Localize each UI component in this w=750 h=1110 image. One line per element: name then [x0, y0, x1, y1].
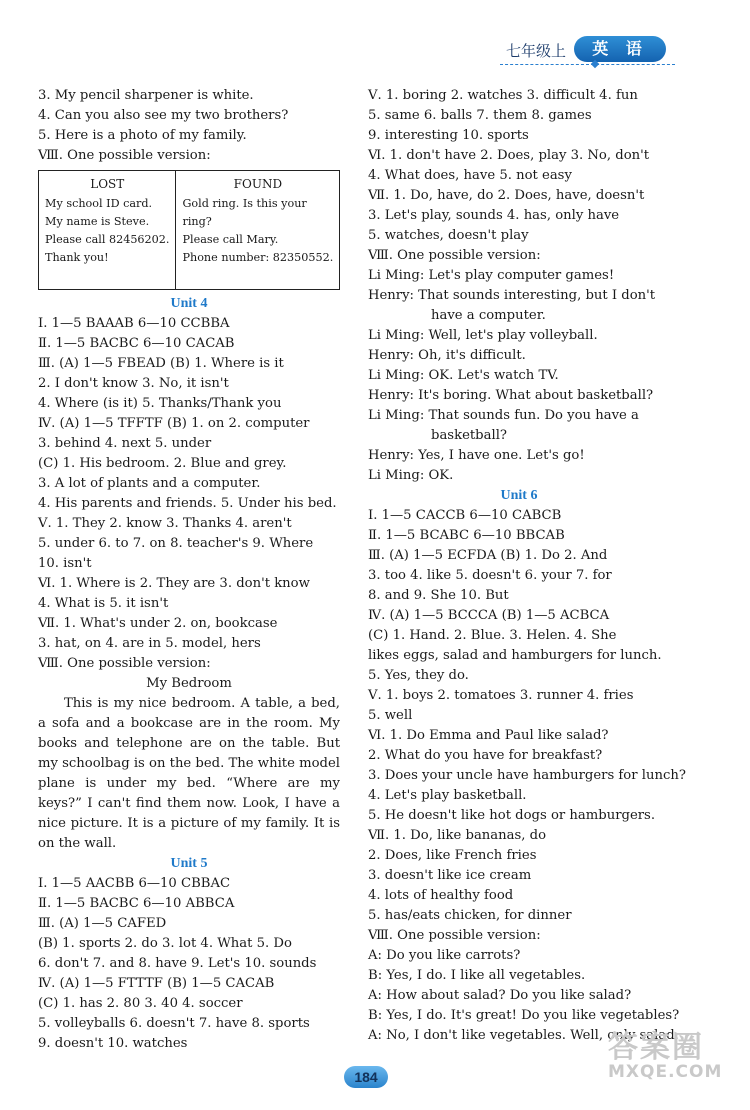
answer-line: 3. hat, on 4. are in 5. model, hers — [38, 636, 261, 651]
dialogue-line: Li Ming: OK. Let's watch TV. — [368, 368, 559, 383]
answer-line: 5. Yes, they do. — [368, 668, 469, 683]
answer-line: 9. interesting 10. sports — [368, 128, 529, 143]
answer-line: likes eggs, salad and hamburgers for lunch. — [368, 648, 662, 663]
answer-line: A: How about salad? Do you like salad? — [368, 988, 632, 1003]
lost-title: LOST — [90, 177, 125, 191]
answer-line: Ⅰ. 1—5 BAAAB 6—10 CCBBA — [38, 316, 230, 331]
answer-line: Ⅳ. (A) 1—5 BCCCA (B) 1—5 ACBCA — [368, 608, 610, 623]
unit-4-answers — [38, 314, 340, 674]
answer-line: A: Do you like carrots? — [368, 948, 521, 963]
left-column — [38, 86, 340, 1054]
header-grade: 七年级上 — [505, 42, 566, 60]
answer-line: 3. too 4. like 5. doesn't 6. your 7. for — [368, 568, 612, 583]
answer-line: 8. and 9. She 10. But — [368, 588, 509, 603]
unit-5-heading: Unit 5 — [170, 856, 208, 871]
header-subject-badge: 英 语 — [574, 36, 666, 62]
answer-line: B: Yes, I do. It's great! Do you like vegetables? — [368, 1008, 680, 1023]
answer-line: Ⅷ. One possible version: — [368, 248, 541, 263]
found-line: ring? — [182, 215, 212, 228]
found-line: Please call Mary. — [182, 233, 279, 246]
answer-line: 5. watches, doesn't play — [368, 228, 529, 243]
answer-line: Ⅵ. 1. Do Emma and Paul like salad? — [368, 728, 609, 743]
answer-line: 4. What is 5. it isn't — [38, 596, 169, 611]
answer-line: 5. has/eats chicken, for dinner — [368, 908, 572, 923]
answer-line: Henry: That sounds interesting, but I don't — [368, 288, 656, 303]
answer-line: 3. behind 4. next 5. under — [38, 436, 212, 451]
dialogue-line: Li Ming: That sounds fun. Do you have a — [368, 408, 639, 423]
answer-line: 5. He doesn't like hot dogs or hamburgers. — [368, 808, 656, 823]
answer-line: (C) 1. has 2. 80 3. 40 4. soccer — [38, 996, 243, 1011]
answer-line: 6. don't 7. and 8. have 9. Let's 10. sounds — [38, 956, 317, 971]
page-number: 184 — [344, 1066, 388, 1088]
answer-line: 5. Here is a photo of my family. — [38, 128, 247, 143]
watermark-logo — [608, 1022, 740, 1104]
answer-line: Ⅴ. 1. They 2. know 3. Thanks 4. aren't — [38, 516, 292, 531]
answer-line: 3. Let's play, sounds 4. has, only have — [368, 208, 620, 223]
answer-line: Ⅵ. 1. don't have 2. Does, play 3. No, don't — [368, 148, 650, 163]
answer-line: Ⅷ. One possible version: — [368, 928, 541, 943]
header-divider — [500, 64, 675, 65]
answer-line: 4. Can you also see my two brothers? — [38, 108, 289, 123]
answer-line: 4. lots of healthy food — [368, 888, 514, 903]
dialogue-line: Li Ming: OK. — [368, 468, 454, 483]
found-title: FOUND — [233, 177, 283, 191]
answer-line: Ⅱ. 1—5 BACBC 6—10 CACAB — [38, 336, 235, 351]
answer-line: 3. doesn't like ice cream — [368, 868, 532, 883]
answer-line: Ⅳ. (A) 1—5 TFFTF (B) 1. on 2. computer — [38, 416, 310, 431]
lost-line: Please call 82456202. — [45, 233, 170, 246]
dialogue-line: Henry: It's boring. What about basketball? — [368, 388, 654, 403]
right-column — [368, 86, 686, 1046]
answer-line: (C) 1. Hand. 2. Blue. 3. Helen. 4. She — [368, 628, 617, 643]
answer-line: (C) 1. His bedroom. 2. Blue and grey. — [38, 456, 287, 471]
answer-line: 3. Does your uncle have hamburgers for lunch? — [368, 768, 686, 783]
answer-line: Ⅶ. 1. Do, like bananas, do — [368, 828, 547, 843]
answer-line: 2. Does, like French fries — [368, 848, 537, 863]
essay-title: My Bedroom — [146, 676, 232, 691]
answer-line: 5. volleyballs 6. doesn't 7. have 8. sports — [38, 1016, 310, 1031]
answer-line: 4. His parents and friends. 5. Under his bed. — [38, 496, 337, 511]
unit-6-heading: Unit 6 — [500, 488, 538, 503]
lost-line: My school ID card. — [45, 197, 153, 210]
lost-line: My name is Steve. — [45, 215, 150, 228]
answer-line: 4. Where (is it) 5. Thanks/Thank you — [38, 396, 282, 411]
lost-lines — [45, 195, 169, 267]
answer-line: Ⅴ. 1. boring 2. watches 3. difficult 4. fun — [368, 88, 638, 103]
answer-line: Ⅲ. (A) 1—5 FBEAD (B) 1. Where is it — [38, 356, 284, 371]
unit-4-heading: Unit 4 — [170, 296, 208, 311]
answer-line: Ⅲ. (A) 1—5 CAFED — [38, 916, 167, 931]
answer-line: Ⅳ. (A) 1—5 FTTTF (B) 1—5 CACAB — [38, 976, 275, 991]
answer-line: 3. My pencil sharpener is white. — [38, 88, 254, 103]
lost-notice — [39, 171, 176, 289]
answer-line: Ⅱ. 1—5 BCABC 6—10 BBCAB — [368, 528, 565, 543]
answer-line: 3. A lot of plants and a computer. — [38, 476, 261, 491]
answer-line: 4. What does, have 5. not easy — [368, 168, 572, 183]
answer-line: B: Yes, I do. I like all vegetables. — [368, 968, 586, 983]
answer-line: 2. What do you have for breakfast? — [368, 748, 603, 763]
answer-line: 5. same 6. balls 7. them 8. games — [368, 108, 592, 123]
dialogue-lines — [368, 326, 670, 426]
unit-6-answers — [368, 506, 686, 1046]
answer-line: A: No, I don't like vegetables. Well, only salad. — [368, 1028, 679, 1043]
answer-line: Ⅵ. 1. Where is 2. They are 3. don't know — [38, 576, 310, 591]
dialogue-end-lines — [368, 446, 670, 486]
answer-line: 4. Let's play basketball. — [368, 788, 527, 803]
answer-line: 2. I don't know 3. No, it isn't — [38, 376, 229, 391]
unit-5-answers — [38, 874, 340, 1054]
found-notice — [176, 171, 339, 289]
watermark-text: 答案圈 — [608, 1030, 704, 1065]
answer-line: Li Ming: Let's play computer games! — [368, 268, 615, 283]
answer-line: 10. isn't — [38, 556, 92, 571]
answer-line: Ⅰ. 1—5 AACBB 6—10 CBBAC — [38, 876, 231, 891]
answer-line: Ⅰ. 1—5 CACCB 6—10 CABCB — [368, 508, 562, 523]
essay-paragraph: This is my nice bedroom. A table, a bed, a sofa and a bookcase are in the room. My books and telephone are on the table. But my schoolbag is on the bed. The white model plane is under my bed. “Where are my keys?” I can't find them now. Look, I have a nice picture. It is a picture of my family. It is on the wall. — [38, 696, 340, 851]
dialogue-line: Li Ming: Well, let's play volleyball. — [368, 328, 598, 343]
answer-line: Ⅲ. (A) 1—5 ECFDA (B) 1. Do 2. And — [368, 548, 608, 563]
found-line: Gold ring. Is this your — [182, 197, 307, 210]
lost-line: Thank you! — [45, 251, 109, 264]
right-top-lines — [368, 86, 670, 306]
found-line: Phone number: 82350552. — [182, 251, 334, 264]
left-top-lines — [38, 86, 340, 166]
lost-found-box — [38, 170, 340, 290]
answer-line: Ⅶ. 1. Do, have, do 2. Does, have, doesn't — [368, 188, 645, 203]
answer-line: Ⅷ. One possible version: — [38, 656, 211, 671]
answer-line: Ⅱ. 1—5 BACBC 6—10 ABBCA — [38, 896, 235, 911]
watermark-url: MXQE.COM — [608, 1062, 723, 1082]
dialogue-continuation: basketball? — [431, 428, 507, 443]
answer-line: (B) 1. sports 2. do 3. lot 4. What 5. Do — [38, 936, 292, 951]
answer-line: 5. well — [368, 708, 413, 723]
answer-line: Ⅴ. 1. boys 2. tomatoes 3. runner 4. fries — [368, 688, 634, 703]
dialogue-continuation: have a computer. — [431, 308, 546, 323]
found-lines — [182, 195, 333, 267]
dialogue-line: Henry: Oh, it's difficult. — [368, 348, 526, 363]
dialogue-line: Henry: Yes, I have one. Let's go! — [368, 448, 585, 463]
answer-line: Ⅷ. One possible version: — [38, 148, 211, 163]
answer-line: Ⅶ. 1. What's under 2. on, bookcase — [38, 616, 278, 631]
answer-line: 5. under 6. to 7. on 8. teacher's 9. Where — [38, 536, 314, 551]
answer-line: 9. doesn't 10. watches — [38, 1036, 188, 1051]
